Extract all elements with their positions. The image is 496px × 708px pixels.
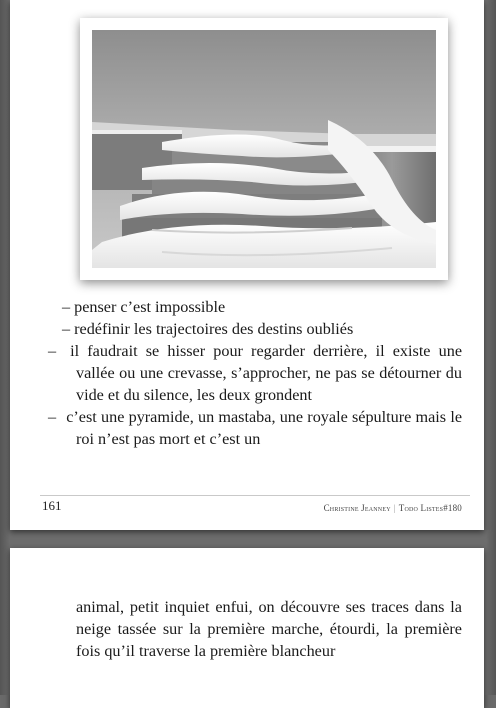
document-page-161 [10,0,484,530]
paragraph: animal, petit inquiet enfui, on découvre ses traces dans la neige tassée sur la première marche, étourdi, la première fois qu’il traverse la première blancheur [76,598,462,660]
list-item-text: penser c’est impossible [74,298,226,316]
paragraph-text [76,596,462,662]
page-number: 161 [42,498,62,513]
list-item-text: il faudrait se hisser pour regarder derrière, il existe une vallée ou une crevasse, s’approcher, ne pas se détourner du vide et du silence, les deux grondent [70,342,463,404]
list-item: – c’est une pyramide, un mastaba, une royale sépulture mais le roi n’est pas mort et c’est un [48,408,463,448]
dash: – [62,298,71,316]
document-page-162 [10,548,484,708]
running-head [324,503,462,513]
running-head-author: Christine Jeanney [323,503,391,513]
snow-steps-photo [92,30,436,268]
list-item-text: c’est une pyramide, un mastaba, une royale sépulture mais le roi n’est pas mort et c’est un [66,408,463,448]
list-text [48,296,463,450]
list-item [62,318,462,340]
running-head-book: Todo Listes#180 [398,503,462,513]
list-item [62,296,462,318]
footer-rule [40,495,470,496]
photo-frame [80,18,448,280]
snow-steps-image [92,30,436,268]
running-head-separator: | [393,503,396,513]
list-item: – il faudrait se hisser pour regarder derrière, il existe une vallée ou une crevasse, s’approcher, ne pas se détourner du vide et du silence, les deux grondent [48,342,463,404]
list-item-text: redéfinir les trajectoires des destins oubliés [74,320,354,338]
dash: – [62,320,71,338]
